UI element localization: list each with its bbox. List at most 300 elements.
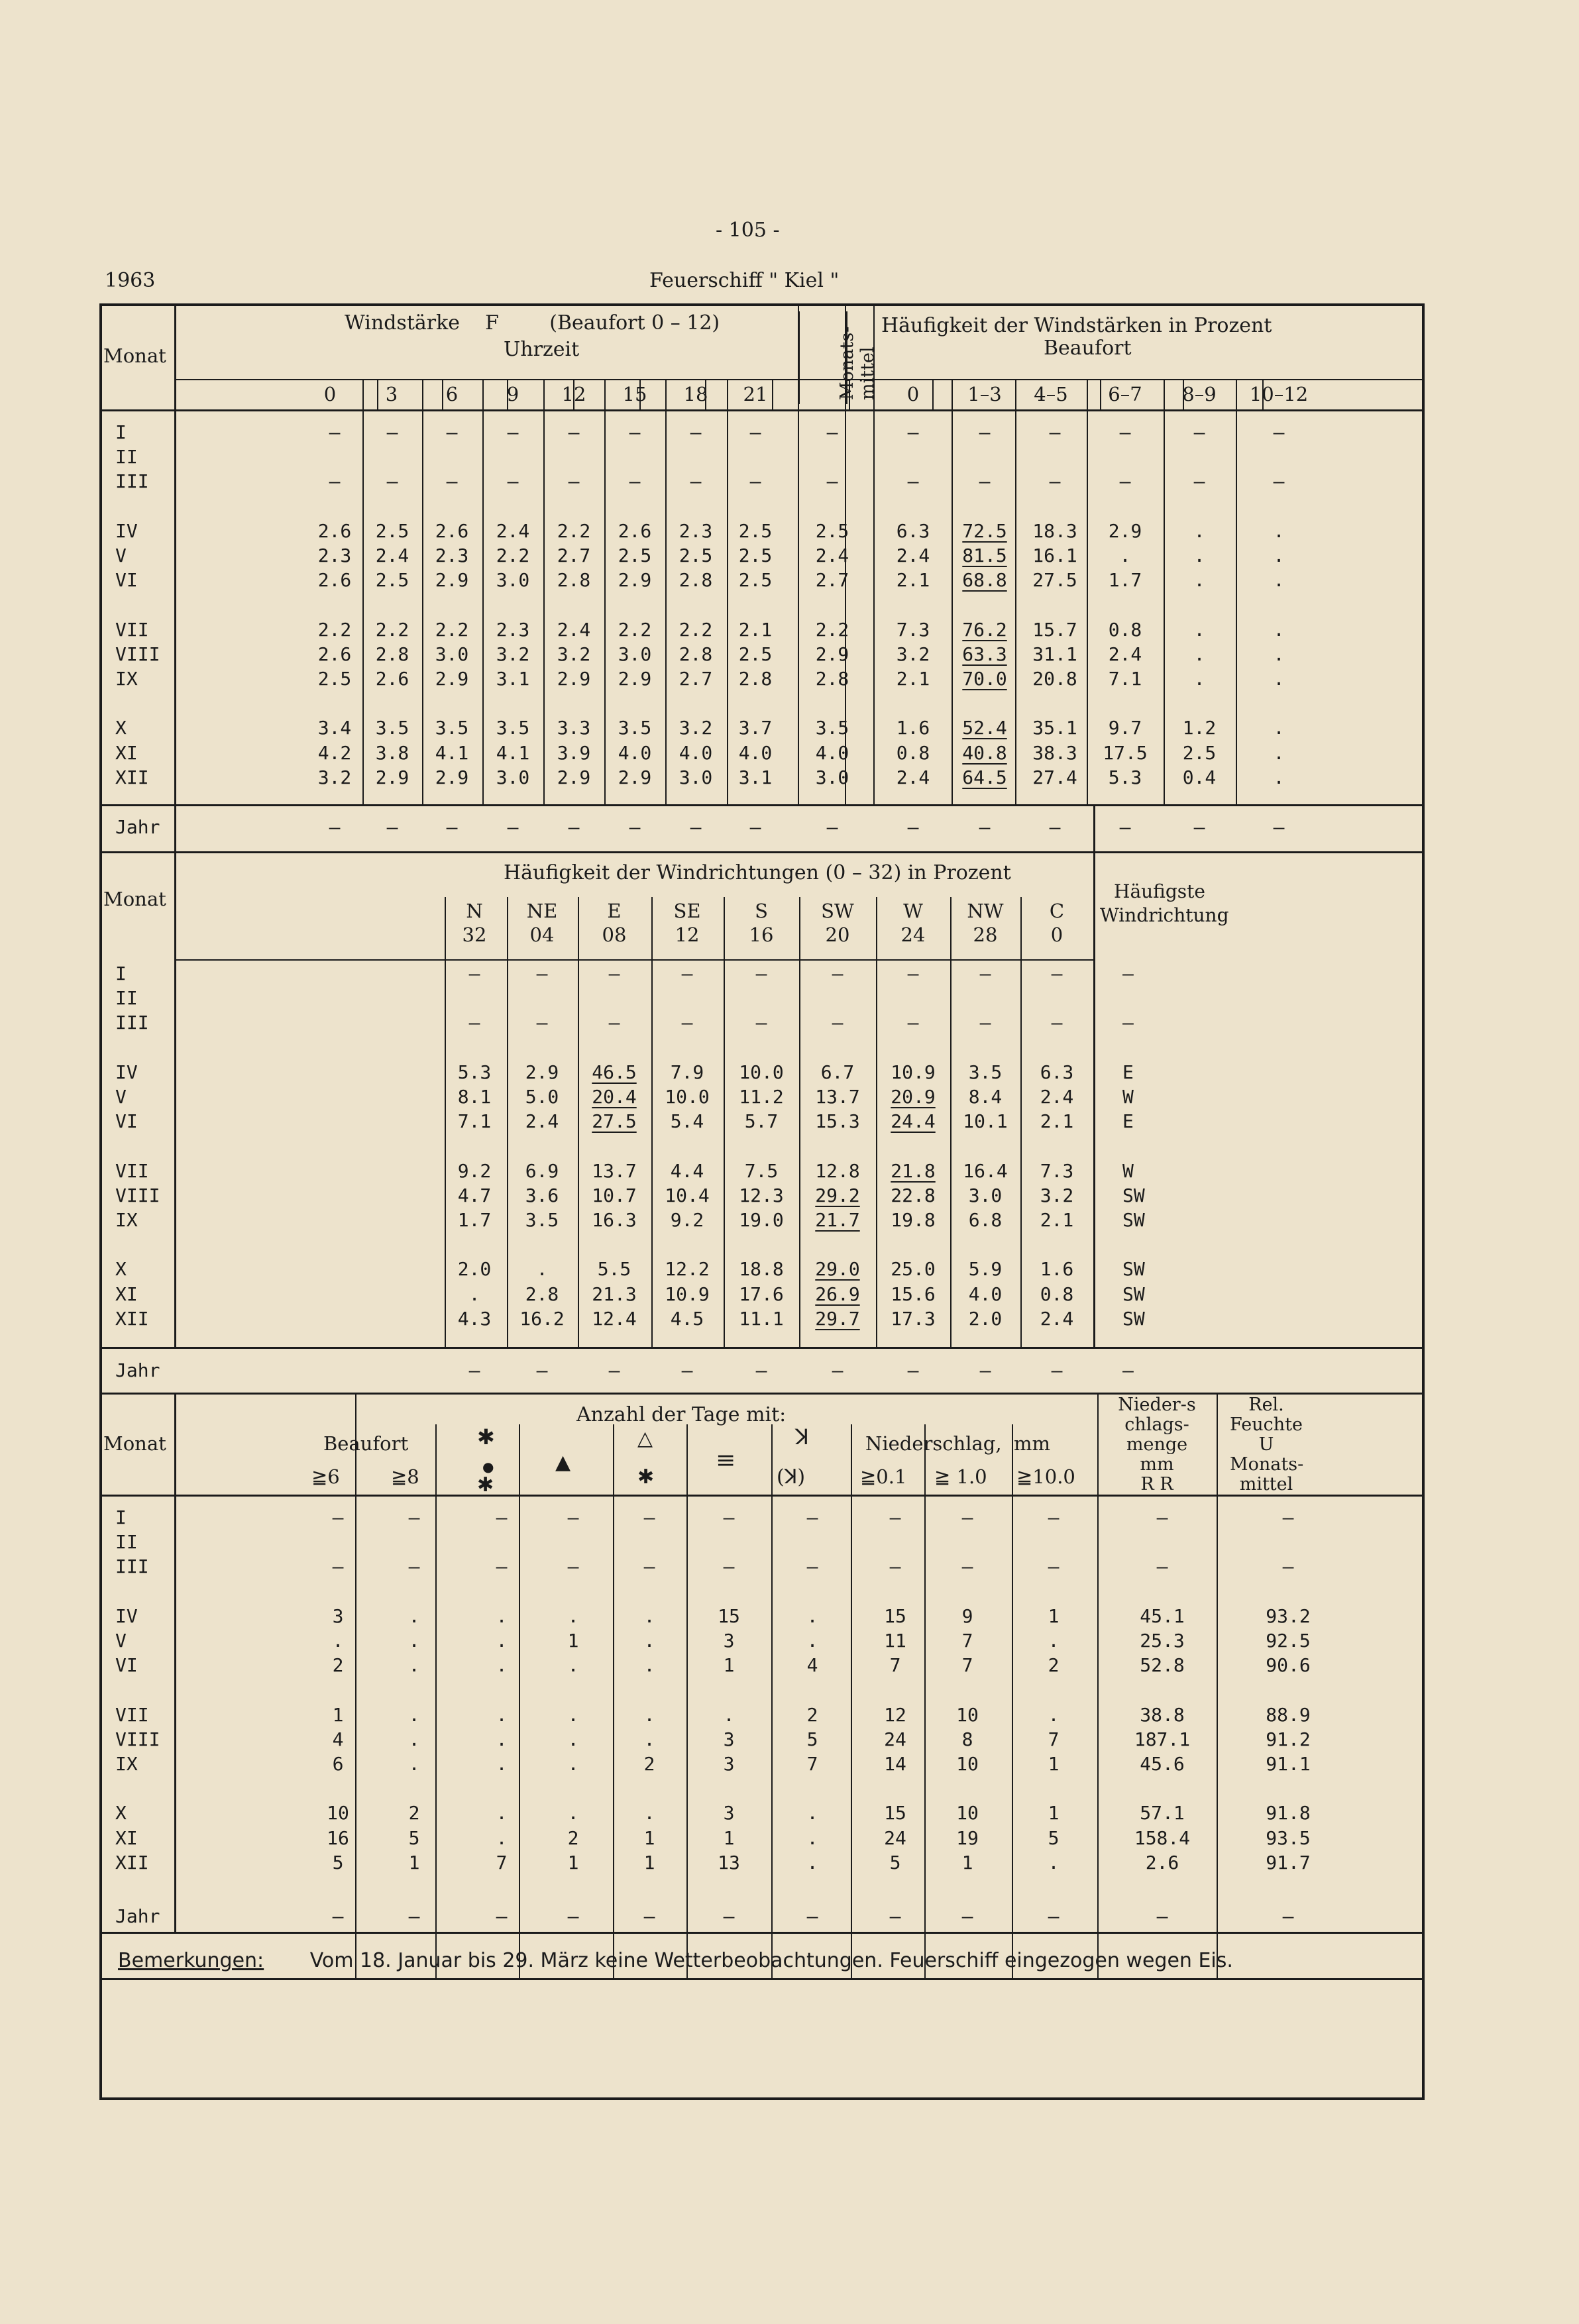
- table2-cell: .: [536, 1258, 548, 1281]
- table1-cell: 3.0: [435, 643, 469, 665]
- table1-month-VII: VII: [115, 618, 149, 641]
- table3-cell: 5: [806, 1728, 818, 1750]
- table2-cell: 17.6: [739, 1283, 784, 1305]
- table2-cell: 25.0: [891, 1258, 936, 1281]
- table2-most-cell: W: [1122, 1159, 1134, 1182]
- table1-month-X: X: [115, 717, 127, 739]
- table1-cell: 2.6: [618, 519, 652, 542]
- table1-cell: .: [1193, 618, 1205, 641]
- table2-cell: 6.7: [820, 1061, 855, 1083]
- table3-cell: 3: [723, 1630, 735, 1652]
- table1-cell: 64.5: [962, 766, 1007, 788]
- table1-cell: 2.8: [815, 668, 849, 690]
- table2-cell: 11.1: [739, 1307, 784, 1330]
- table2-month-IV: IV: [115, 1061, 138, 1083]
- table1-cell: .: [1273, 545, 1285, 566]
- table3-cell: –: [1282, 1506, 1294, 1528]
- table2-cell: 12.2: [665, 1258, 710, 1281]
- table3-month-X: X: [115, 1802, 127, 1824]
- table3-cell: 10: [956, 1703, 979, 1726]
- table1-cell: 6.3: [896, 519, 930, 542]
- table1-cell: 2.9: [435, 668, 469, 690]
- table2-cell: 10.0: [739, 1061, 784, 1083]
- table1-jahr-cell: –: [507, 816, 519, 838]
- hour-header-15: 15: [622, 383, 647, 405]
- table3-cell: .: [806, 1826, 818, 1849]
- table2-cell: 7.5: [744, 1159, 779, 1182]
- table1-cell: 40.8: [962, 741, 1007, 764]
- table3-cell: 45.1: [1140, 1605, 1185, 1627]
- table1-month-VI: VI: [115, 569, 138, 592]
- table1-cell: 3.2: [679, 717, 713, 739]
- table3-cell: 10: [956, 1753, 979, 1775]
- table3-cell: .: [806, 1630, 818, 1652]
- freq-header-1: 1–3: [967, 383, 1002, 405]
- table2-month-header: Monat: [103, 888, 166, 910]
- table2-cell: –: [832, 963, 844, 984]
- table3-cell: –: [806, 1506, 818, 1528]
- table1-cell: 3.5: [435, 717, 469, 739]
- table3-cell: 1: [643, 1851, 655, 1874]
- niederschlag-label: Niederschlag,: [865, 1432, 1002, 1455]
- table2-jahr-cell: –: [907, 1359, 919, 1381]
- table3-month-VII: VII: [115, 1703, 149, 1726]
- table3-cell: 24: [884, 1826, 906, 1849]
- table1-cell: –: [1273, 421, 1285, 443]
- table3-cell: 1: [1048, 1753, 1060, 1775]
- table1-cell: 2.7: [557, 545, 591, 566]
- table2-cell: 21.7: [815, 1209, 860, 1231]
- table3-cell: 5: [332, 1851, 344, 1874]
- table3-cell: 8: [961, 1728, 973, 1750]
- table1-jahr-cell: –: [446, 816, 458, 838]
- table3-cell: 5: [889, 1851, 901, 1874]
- table1-cell: 3.3: [557, 717, 591, 739]
- table2-month-X: X: [115, 1258, 127, 1281]
- table3-cell: –: [643, 1506, 655, 1528]
- table3-cell: 45.6: [1140, 1753, 1185, 1775]
- table3-month-VI: VI: [115, 1654, 138, 1677]
- table3-jahr-cell: –: [332, 1905, 344, 1927]
- table3-cell: 5: [1048, 1826, 1060, 1849]
- table2-jahr-cell: –: [832, 1359, 844, 1381]
- table2-cell: 3.5: [968, 1061, 1003, 1083]
- table3-cell: 2: [1048, 1654, 1060, 1677]
- table3-rr-header: Nieder-schlags-menge mm R R: [1118, 1395, 1196, 1495]
- table2-cell: 20.4: [592, 1086, 637, 1108]
- table2-most-cell: SW: [1122, 1307, 1145, 1330]
- table1-cell: 3.2: [317, 766, 352, 788]
- table2-cell: 2.0: [968, 1307, 1003, 1330]
- table3-cell: .: [1048, 1851, 1060, 1874]
- table3-jahr-cell: –: [1282, 1905, 1294, 1927]
- table1-cell: –: [507, 421, 519, 443]
- table3-cell: –: [1156, 1506, 1168, 1528]
- table3-cell: .: [567, 1703, 579, 1726]
- table1-cell: 2.5: [815, 519, 849, 542]
- table1-cell: 2.5: [375, 519, 409, 542]
- table3-cell: .: [567, 1605, 579, 1627]
- table1-jahr-cell: –: [690, 816, 702, 838]
- table1-month-V: V: [115, 545, 127, 566]
- table2-cell: 10.4: [665, 1184, 710, 1206]
- table3-cell: .: [496, 1826, 508, 1849]
- table2-jahr-cell: –: [755, 1359, 767, 1381]
- table2-cell: 18.8: [739, 1258, 784, 1281]
- table1-cell: 76.2: [962, 618, 1007, 641]
- table3-cell: .: [567, 1753, 579, 1775]
- table2-cell: –: [536, 963, 548, 984]
- dir-header-NE: NE: [526, 900, 558, 922]
- rain-snow-icon: ●: [482, 1459, 494, 1475]
- table1-cell: .: [1273, 741, 1285, 764]
- table2-month-IX: IX: [115, 1209, 138, 1231]
- table2-cell: –: [907, 1012, 919, 1034]
- table2-jahr-most: –: [1122, 1359, 1134, 1381]
- table3-cell: 14: [884, 1753, 906, 1775]
- table3-cell: 15: [884, 1802, 906, 1824]
- table1-cell: –: [979, 421, 991, 443]
- table1-cell: –: [1119, 470, 1131, 493]
- table1-cell: 2.3: [435, 545, 469, 566]
- table3-month-XII: XII: [115, 1851, 149, 1874]
- table3-cell: 92.5: [1266, 1630, 1311, 1652]
- table2-cell: 4.7: [457, 1184, 492, 1206]
- table3-cell: .: [643, 1605, 655, 1627]
- freq-header-0: 0: [906, 383, 920, 405]
- table2-cell: 8.1: [457, 1086, 492, 1108]
- table1-cell: 3.0: [496, 766, 530, 788]
- table1-cell: 2.8: [738, 668, 773, 690]
- table2-jahr-cell: –: [468, 1359, 480, 1381]
- table1-cell: .: [1119, 545, 1131, 566]
- table1-cell: –: [749, 470, 761, 493]
- table2-cell: 7.9: [670, 1061, 704, 1083]
- table1-cell: –: [507, 470, 519, 493]
- table3-rel-header: Rel. Feuchte U Monats-mittel: [1230, 1395, 1304, 1495]
- table1-cell: 3.7: [738, 717, 773, 739]
- table3-cell: .: [567, 1728, 579, 1750]
- table1-cell: 81.5: [962, 545, 1007, 566]
- table1-cell: 2.1: [738, 618, 773, 641]
- table2-most-cell: W: [1122, 1086, 1134, 1108]
- table3-cell: 2.6: [1145, 1851, 1179, 1874]
- table1-cell: –: [1049, 470, 1061, 493]
- table3-cell: –: [723, 1506, 735, 1528]
- table3-cell: .: [806, 1851, 818, 1874]
- table2-cell: 9.2: [457, 1159, 492, 1182]
- ice-icon: △: [637, 1427, 653, 1450]
- table1-cell: 2.2: [317, 618, 352, 641]
- table1-jahr-cell: –: [1049, 816, 1061, 838]
- table3-cell: .: [496, 1605, 508, 1627]
- table1-cell: 2.4: [375, 545, 409, 566]
- table3-cell: –: [723, 1556, 735, 1578]
- table1-jahr-cell: –: [329, 816, 341, 838]
- table1-cell: 2.9: [435, 569, 469, 592]
- table3-title: Anzahl der Tage mit:: [576, 1403, 787, 1426]
- table1-cell: 2.2: [435, 618, 469, 641]
- table2-cell: 5.4: [670, 1110, 704, 1133]
- table1-cell: 3.5: [496, 717, 530, 739]
- table1-cell: 2.6: [317, 519, 352, 542]
- table2-cell: 22.8: [891, 1184, 936, 1206]
- fog-icon: ≡: [716, 1447, 736, 1474]
- table3-cell: 24: [884, 1728, 906, 1750]
- table1-monatsmittel-header: Monats-mittel: [798, 311, 847, 404]
- station-title: Feuerschiff " Kiel ": [649, 269, 840, 292]
- table3-cell: .: [567, 1802, 579, 1824]
- table3-jahr-cell: –: [806, 1905, 818, 1927]
- table3-cell: .: [408, 1605, 420, 1627]
- table3-cell: .: [1048, 1630, 1060, 1652]
- freq-header-3: 6–7: [1108, 383, 1142, 405]
- table2-cell: 3.6: [525, 1184, 559, 1206]
- table3-cell: 2: [643, 1753, 655, 1775]
- table2-cell: 46.5: [592, 1061, 637, 1083]
- hour-header-12: 12: [561, 383, 586, 405]
- table3-month-IX: IX: [115, 1753, 138, 1775]
- table2-month-I: I: [115, 963, 127, 984]
- table3-month-III: III: [115, 1556, 149, 1578]
- table2-cell: –: [608, 963, 620, 984]
- table1-cell: 0.8: [896, 741, 930, 764]
- table2-cell: 3.2: [1040, 1184, 1074, 1206]
- table1-cell: 2.9: [375, 766, 409, 788]
- table1-cell: 2.4: [557, 618, 591, 641]
- table1-cell: –: [629, 421, 641, 443]
- table1-cell: 2.9: [557, 766, 591, 788]
- table1-cell: –: [568, 470, 580, 493]
- table3-cell: 1: [961, 1851, 973, 1874]
- table3-cell: .: [643, 1703, 655, 1726]
- table3-cell: –: [1156, 1556, 1168, 1578]
- table1-cell: .: [1273, 643, 1285, 665]
- table1-jahr-cell: –: [629, 816, 641, 838]
- table1-cell: 2.6: [317, 643, 352, 665]
- table1-cell: 1.7: [1108, 569, 1142, 592]
- table2-cell: 4.4: [670, 1159, 704, 1182]
- table3-cell: .: [496, 1802, 508, 1824]
- table1-cell: 3.4: [317, 717, 352, 739]
- table1-cell: .: [1193, 643, 1205, 665]
- table1-cell: .: [1273, 766, 1285, 788]
- dir-header-SW: SW: [821, 900, 854, 922]
- dir-header-W: W: [903, 900, 923, 922]
- table1-cell: 20.8: [1032, 668, 1077, 690]
- table1-cell: 2.9: [815, 643, 849, 665]
- table1-cell: 2.2: [815, 618, 849, 641]
- table1-cell: 3.1: [738, 766, 773, 788]
- table2-cell: 6.8: [968, 1209, 1003, 1231]
- table1-cell: 7.3: [896, 618, 930, 641]
- table1-cell: –: [907, 421, 919, 443]
- table1-jahr-cell: –: [979, 816, 991, 838]
- table2-cell: 5.5: [597, 1258, 631, 1281]
- table2-cell: 24.4: [891, 1110, 936, 1133]
- table3-cell: 2: [332, 1654, 344, 1677]
- table3-niederschlag-header: [865, 1432, 1050, 1455]
- table1-cell: 4.1: [496, 741, 530, 764]
- table2-most-cell: SW: [1122, 1184, 1145, 1206]
- table3-cell: .: [496, 1630, 508, 1652]
- table1-cell: 2.7: [815, 569, 849, 592]
- table3-cell: –: [1282, 1556, 1294, 1578]
- table1-cell: .: [1193, 519, 1205, 542]
- table3-cell: –: [643, 1556, 655, 1578]
- table1-cell: 2.9: [435, 766, 469, 788]
- table1-cell: 3.2: [496, 643, 530, 665]
- table1-cell: –: [329, 421, 341, 443]
- table3-jahr-cell: –: [1048, 1905, 1060, 1927]
- table2-cell: 21.3: [592, 1283, 637, 1305]
- table2-cell: 17.3: [891, 1307, 936, 1330]
- table3-cell: 6: [332, 1753, 344, 1775]
- table1-cell: 2.2: [557, 519, 591, 542]
- table1-cell: .: [1193, 545, 1205, 566]
- snow-icon-3: ✱: [637, 1465, 655, 1489]
- table3-cell: 11: [884, 1630, 906, 1652]
- table1-month-VIII: VIII: [115, 643, 160, 665]
- table1-cell: .: [1273, 569, 1285, 592]
- table3-jahr-label: Jahr: [115, 1905, 160, 1927]
- table1-cell: 4.0: [618, 741, 652, 764]
- table3-cell: 16: [327, 1826, 349, 1849]
- table2-cell: –: [907, 963, 919, 984]
- table3-jahr-cell: –: [723, 1905, 735, 1927]
- thunder-paren-icon: (ꓘ): [777, 1465, 806, 1489]
- table3-jahr-cell: –: [961, 1905, 973, 1927]
- table3-cell: .: [496, 1654, 508, 1677]
- table2-most-cell: –: [1122, 963, 1134, 984]
- hail-icon: ▲: [555, 1451, 571, 1474]
- table3-cell: 7: [889, 1654, 901, 1677]
- table2-cell: 15.6: [891, 1283, 936, 1305]
- table1-cell: 2.6: [317, 569, 352, 592]
- table1-cell: 2.4: [896, 545, 930, 566]
- table3-cell: 19: [956, 1826, 979, 1849]
- deg-header-S: 16: [749, 924, 774, 946]
- table2-cell: .: [468, 1283, 480, 1305]
- table1-cell: –: [1273, 470, 1285, 493]
- table2-jahr-cell: –: [536, 1359, 548, 1381]
- table2-cell: 26.9: [815, 1283, 860, 1305]
- table1-cell: 16.1: [1032, 545, 1077, 566]
- table1-cell: .: [1273, 717, 1285, 739]
- table1-cell: 3.5: [618, 717, 652, 739]
- table2-cell: 2.4: [1040, 1086, 1074, 1108]
- table1-cell: 2.9: [618, 668, 652, 690]
- table2-cell: –: [608, 1012, 620, 1034]
- table2-jahr-cell: –: [979, 1359, 991, 1381]
- table1-month-IX: IX: [115, 668, 138, 690]
- table1-cell: 2.9: [557, 668, 591, 690]
- table2-cell: 3.5: [525, 1209, 559, 1231]
- table2-cell: 4.5: [670, 1307, 704, 1330]
- table2-cell: 12.4: [592, 1307, 637, 1330]
- table3-cell: 1: [567, 1851, 579, 1874]
- table1-cell: 2.1: [896, 668, 930, 690]
- table2-month-II: II: [115, 987, 138, 1010]
- table2-cell: 11.2: [739, 1086, 784, 1108]
- table3-cell: –: [567, 1556, 579, 1578]
- table1-cell: 2.5: [1182, 741, 1217, 764]
- table2-cell: 1.6: [1040, 1258, 1074, 1281]
- table2-cell: 29.7: [815, 1307, 860, 1330]
- table3-cell: .: [332, 1630, 344, 1652]
- table1-month-XII: XII: [115, 766, 149, 788]
- table3-cell: 3: [332, 1605, 344, 1627]
- table1-cell: 2.5: [738, 545, 773, 566]
- table2-cell: –: [1051, 1012, 1063, 1034]
- table2-cell: –: [468, 963, 480, 984]
- table1-cell: .: [1193, 668, 1205, 690]
- dir-header-NW: NW: [967, 900, 1004, 922]
- table2-cell: 13.7: [815, 1086, 860, 1108]
- table3-cell: 9: [961, 1605, 973, 1627]
- table2-cell: –: [681, 963, 693, 984]
- table1-cell: 2.2: [375, 618, 409, 641]
- table3-cell: –: [806, 1556, 818, 1578]
- table1-cell: 68.8: [962, 569, 1007, 592]
- table1-cell: 2.6: [375, 668, 409, 690]
- table1-cell: 72.5: [962, 519, 1007, 542]
- table3-cell: 91.7: [1266, 1851, 1311, 1874]
- table3-cell: –: [332, 1556, 344, 1578]
- table2-cell: 12.3: [739, 1184, 784, 1206]
- table1-cell: 2.9: [618, 766, 652, 788]
- table3-cell: 25.3: [1140, 1630, 1185, 1652]
- table1-cell: 2.8: [679, 643, 713, 665]
- table3-cell: 15: [718, 1605, 740, 1627]
- table3-cell: .: [806, 1802, 818, 1824]
- table2-cell: –: [755, 963, 767, 984]
- table2-most-cell: E: [1122, 1061, 1134, 1083]
- table1-cell: 2.8: [375, 643, 409, 665]
- table1-cell: –: [446, 421, 458, 443]
- table3-cell: .: [408, 1753, 420, 1775]
- table2-cell: 9.2: [670, 1209, 704, 1231]
- table2-cell: 5.0: [525, 1086, 559, 1108]
- table1-cell: 2.9: [618, 569, 652, 592]
- table3-cell: –: [889, 1506, 901, 1528]
- table1-cell: –: [1119, 421, 1131, 443]
- deg-header-C: 0: [1050, 924, 1063, 946]
- table1-cell: 1.6: [896, 717, 930, 739]
- table1-cell: 4.1: [435, 741, 469, 764]
- table3-cell: –: [496, 1556, 508, 1578]
- table1-cell: –: [386, 421, 398, 443]
- table1-cell: 2.7: [679, 668, 713, 690]
- table2-cell: 2.0: [457, 1258, 492, 1281]
- table2-most-cell: E: [1122, 1110, 1134, 1133]
- table3-cell: 4: [332, 1728, 344, 1750]
- table2-month-VIII: VIII: [115, 1184, 160, 1206]
- table3-cell: 38.8: [1140, 1703, 1185, 1726]
- mm-label: mm: [1014, 1432, 1050, 1455]
- table3-cell: 2: [408, 1802, 420, 1824]
- table2-cell: 20.9: [891, 1086, 936, 1108]
- table1-cell: 2.3: [679, 519, 713, 542]
- table3-cell: .: [567, 1654, 579, 1677]
- table1-cell: .: [1273, 519, 1285, 542]
- table3-cell: 10: [956, 1802, 979, 1824]
- table1-cell: 63.3: [962, 643, 1007, 665]
- table1-cell: 17.5: [1103, 741, 1148, 764]
- table1-cell: 2.4: [496, 519, 530, 542]
- table1-jahr-cell: –: [1119, 816, 1131, 838]
- table1-jahr-cell: –: [907, 816, 919, 838]
